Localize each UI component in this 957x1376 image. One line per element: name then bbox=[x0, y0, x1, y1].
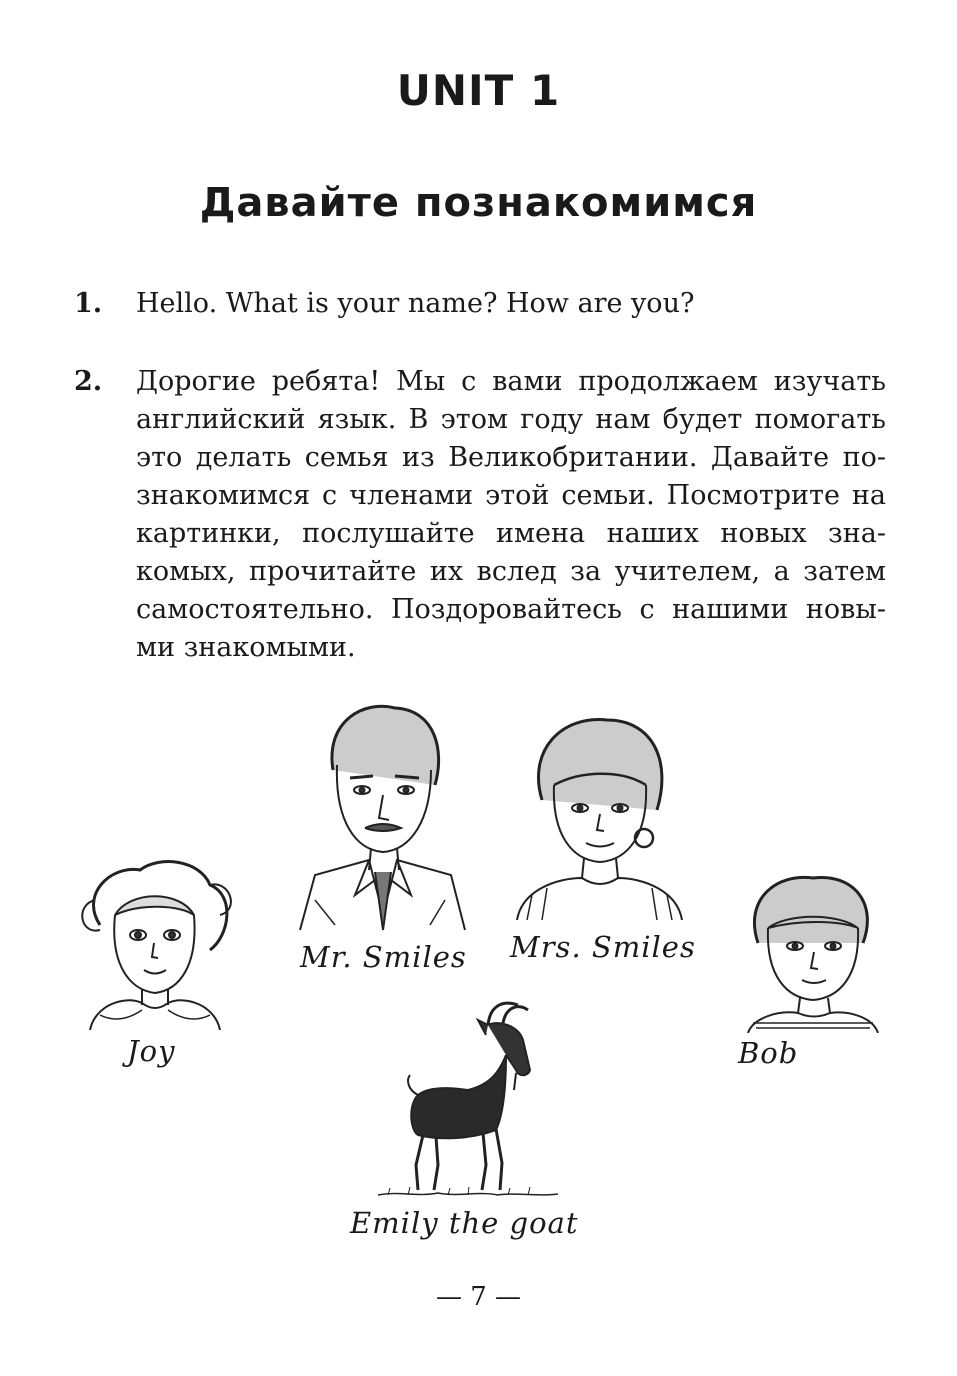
exercise-text-line: знакомимся с членами этой семьи. Посмотрите на bbox=[136, 480, 886, 511]
character-caption-bob: Bob bbox=[738, 1036, 799, 1070]
exercise-number: 2. bbox=[74, 366, 103, 397]
man-portrait-icon bbox=[295, 700, 470, 940]
exercise-text-line: Дорогие ребята! Мы с вами продолжаем изучать bbox=[136, 366, 886, 397]
character-caption-joy: Joy bbox=[127, 1034, 176, 1068]
goat-illustration-icon bbox=[378, 995, 558, 1205]
girl-portrait-icon bbox=[70, 855, 240, 1030]
exercise-text-line: это делать семья из Великобритании. Давайте по- bbox=[136, 442, 886, 473]
unit-heading: UNIT 1 bbox=[396, 66, 561, 115]
page-number: — 7 — bbox=[435, 1282, 522, 1312]
exercise-text-line: Hello. What is your name? How are you? bbox=[136, 288, 695, 319]
exercise-text-line: самостоятельно. Поздоровайтесь с нашими новы- bbox=[136, 594, 886, 625]
exercise-number: 1. bbox=[74, 288, 103, 319]
exercise-text-line: комых, прочитайте их вслед за учителем, а затем bbox=[136, 556, 886, 587]
character-caption-emily: Emily the goat bbox=[350, 1206, 579, 1240]
exercise-text-line: картинки, послушайте имена наших новых зна- bbox=[136, 518, 886, 549]
character-caption-mrs-smiles: Mrs. Smiles bbox=[510, 930, 696, 964]
exercise-text-line: ми знакомыми. bbox=[136, 632, 356, 663]
boy-portrait-icon bbox=[738, 868, 888, 1033]
woman-portrait-icon bbox=[512, 710, 687, 925]
page-title: Давайте познакомимся bbox=[199, 180, 758, 226]
exercise-text-line: английский язык. В этом году нам будет помогать bbox=[136, 404, 886, 435]
character-caption-mr-smiles: Mr. Smiles bbox=[300, 940, 467, 974]
